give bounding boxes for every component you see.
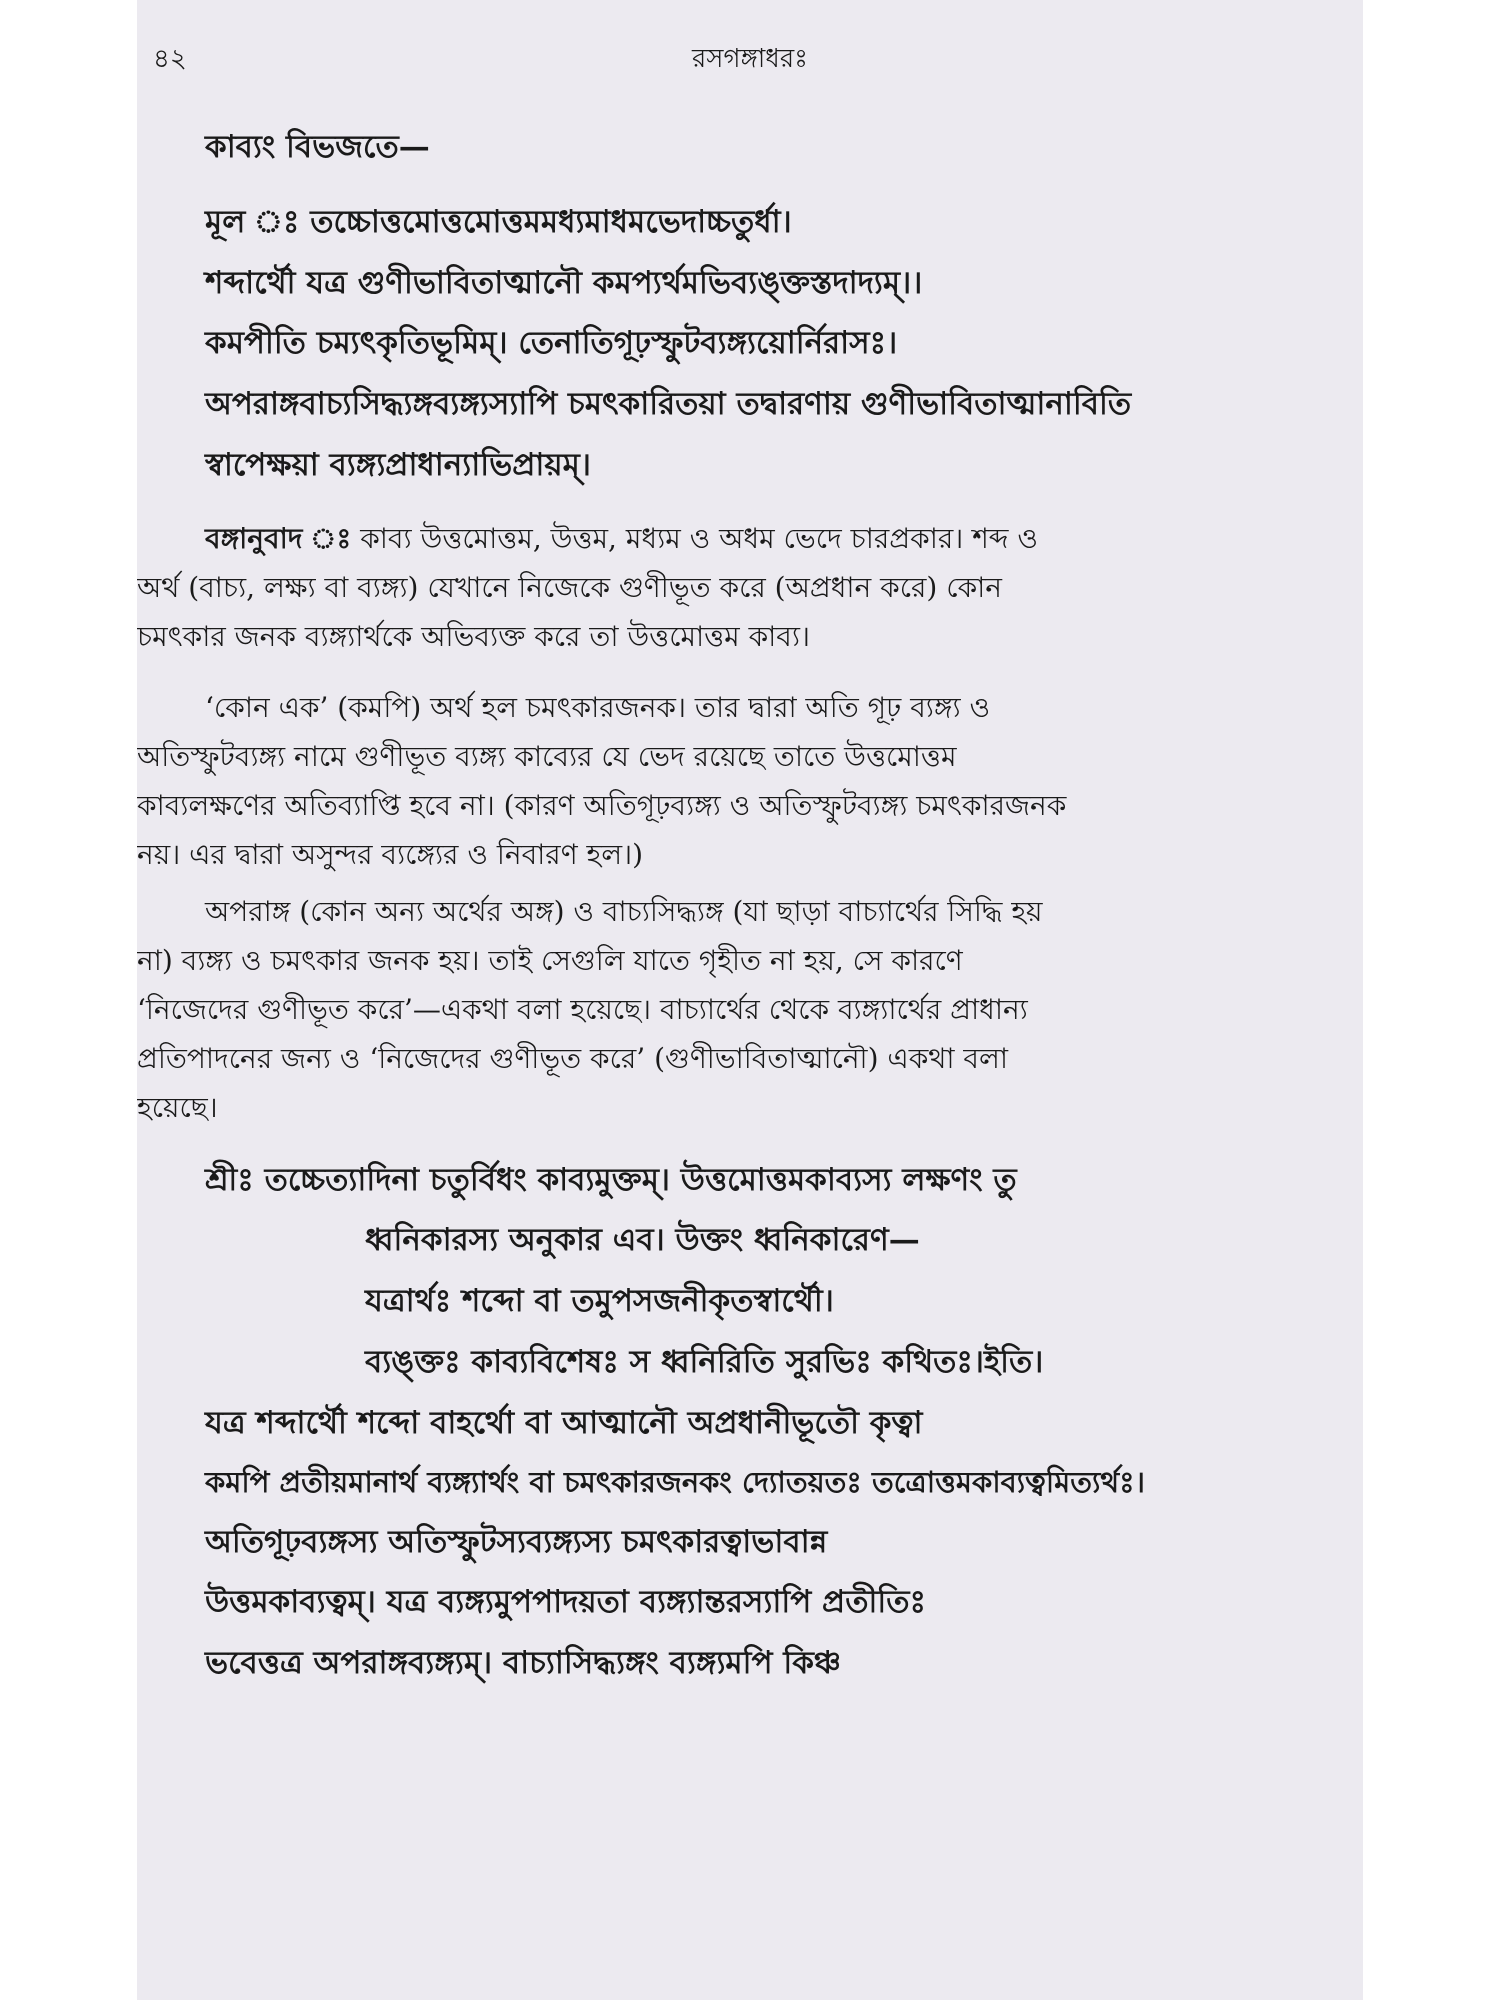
- commentary: [205, 1161, 1335, 1683]
- commentary-indented-line: যত্রার্থঃ শব্দো বা তমুপসজনীকৃতস্বার্থৌ।: [365, 1283, 834, 1319]
- mula-line: মূল ঃ তচ্চোত্তমোত্তমোত্তমমধ্যমাধমভেদাচ্চতুর্ধা।: [205, 203, 792, 240]
- translation-line: অতিস্ফুটব্যঙ্গ্য নামে গুণীভূত ব্যঙ্গ্য কাব্যের যে ভেদ রয়েছে তাতে উত্তমোত্তম: [137, 739, 957, 773]
- translation-line: বঙ্গানুবাদ ঃ কাব্য উত্তমোত্তম, উত্তম, মধ্যম ও অধম ভেদে চারপ্রকার। শব্দ ও: [205, 521, 1038, 555]
- commentary-indented-line: ধ্বনিকারস্য অনুকার এব। উক্তং ধ্বনিকারেণ—: [365, 1222, 920, 1259]
- translation-paragraph-3: [137, 894, 1335, 1125]
- page-number: ৪২: [153, 44, 187, 74]
- page-content: [137, 128, 1335, 1705]
- translation-line: প্রতিপাদনের জন্য ও ‘নিজেদের গুণীভূত করে’ (গুণীভাবিতাত্মানৌ) একথা বলা: [137, 1041, 1009, 1075]
- commentary-line: অতিগূঢ়ব্যঙ্গস্য অতিস্ফুটস্যব্যঙ্গ্যস্য চমৎকারত্বাভাবান্ন: [205, 1523, 828, 1560]
- translation-line: ‘নিজেদের গুণীভূত করে’—একথা বলা হয়েছে। বাচ্যার্থের থেকে ব্যঙ্গ্যার্থের প্রাধান্য: [137, 992, 1028, 1026]
- translation-line: অপরাঙ্গ (কোন অন্য অর্থের অঙ্গ) ও বাচ্যসিদ্ধ্যঙ্গ (যা ছাড়া বাচ্যার্থের সিদ্ধি হয়: [205, 894, 1043, 928]
- translation-line: চমৎকার জনক ব্যঙ্গ্যার্থকে অভিব্যক্ত করে তা উত্তমোত্তম কাব্য।: [137, 619, 811, 653]
- mula-line: কমপীতি চম্যৎকৃতিভূমিম্। তেনাতিগূঢ়স্ফুটব্যঙ্গ্যয়োর্নিরাসঃ।: [205, 325, 898, 362]
- commentary-line: উত্তমকাব্যত্বম্। যত্র ব্যঙ্গ্যমুপপাদয়তা ব্যঙ্গ্যান্তরস্যাপি প্রতীতিঃ: [205, 1584, 926, 1621]
- translation-line: ‘কোন এক’ (কমপি) অর্থ হল চমৎকারজনক। তার দ্বারা অতি গূঢ় ব্যঙ্গ্য ও: [205, 690, 991, 724]
- translation-paragraph-1: [137, 521, 1335, 654]
- translation-paragraph-2: [137, 690, 1335, 872]
- commentary-line: শ্রীঃ তচ্চেত্যাদিনা চতুর্বিধং কাব্যমুক্তম্। উত্তমোত্তমকাব্যস্য লক্ষণং তু: [205, 1161, 1017, 1198]
- translation-line: হয়েছে।: [137, 1090, 218, 1124]
- page-header: [137, 38, 1363, 78]
- translation-label: বঙ্গানুবাদ ঃ: [205, 521, 352, 555]
- mula-line: স্বাপেক্ষয়া ব্যঙ্গ্যপ্রাধান্যাভিপ্রায়ম্।: [205, 446, 591, 483]
- commentary-indented-line: ব্যঙ্ক্তঃ কাব্যবিশেষঃ স ধ্বনিরিতি সুরভিঃ কথিতঃ।ইতি।: [365, 1343, 1044, 1380]
- running-title: রসগঙ্গাধরঃ: [691, 44, 809, 74]
- mula-verse: [205, 203, 1335, 485]
- book-page: [137, 0, 1363, 2000]
- translation-line: কাব্যলক্ষণের অতিব্যাপ্তি হবে না। (কারণ অতিগূঢ়ব্যঙ্গ্য ও অতিস্ফুটব্যঙ্গ্য চমৎকারজনক: [137, 788, 1067, 822]
- section-intro: কাব্যং বিভজতে—: [205, 129, 430, 165]
- mula-line: শব্দার্থৌ যত্র গুণীভাবিতাত্মানৌ কমপ্যর্থমভিব্যঙ্ক্তস্তদাদ্যম্।।: [205, 264, 923, 301]
- translation-line: না) ব্যঙ্গ্য ও চমৎকার জনক হয়। তাই সেগুলি যাতে গৃহীত না হয়, সে কারণে: [137, 943, 963, 977]
- commentary-line: ভবেত্তত্র অপরাঙ্গব্যঙ্গ্যম্। বাচ্যাসিদ্ধ্যঙ্গং ব্যঙ্গ্যমপি কিঞ্চ: [205, 1645, 841, 1681]
- translation-line: নয়। এর দ্বারা অসুন্দর ব্যঙ্গ্যের ও নিবারণ হল।): [137, 837, 644, 871]
- commentary-line: যত্র শব্দার্থৌ শব্দো বাহর্থো বা আত্মানৌ অপ্রধানীভূতৌ কৃত্বা: [205, 1404, 923, 1441]
- commentary-line: কমপি প্রতীয়মানার্থ ব্যঙ্গ্যার্থং বা চমৎকারজনকং দ্যোতয়তঃ তত্রোত্তমকাব্যত্বমিত্যর্থঃ।: [205, 1465, 1146, 1500]
- translation-line: অর্থ (বাচ্য, লক্ষ্য বা ব্যঙ্গ্য) যেখানে নিজেকে গুণীভূত করে (অপ্রধান করে) কোন: [137, 570, 1002, 604]
- mula-line: অপরাঙ্গবাচ্যসিদ্ধ্যঙ্গব্যঙ্গ্যস্যাপি চমৎকারিতয়া তদ্বারণায় গুণীভাবিতাত্মানাবিতি: [205, 386, 1132, 422]
